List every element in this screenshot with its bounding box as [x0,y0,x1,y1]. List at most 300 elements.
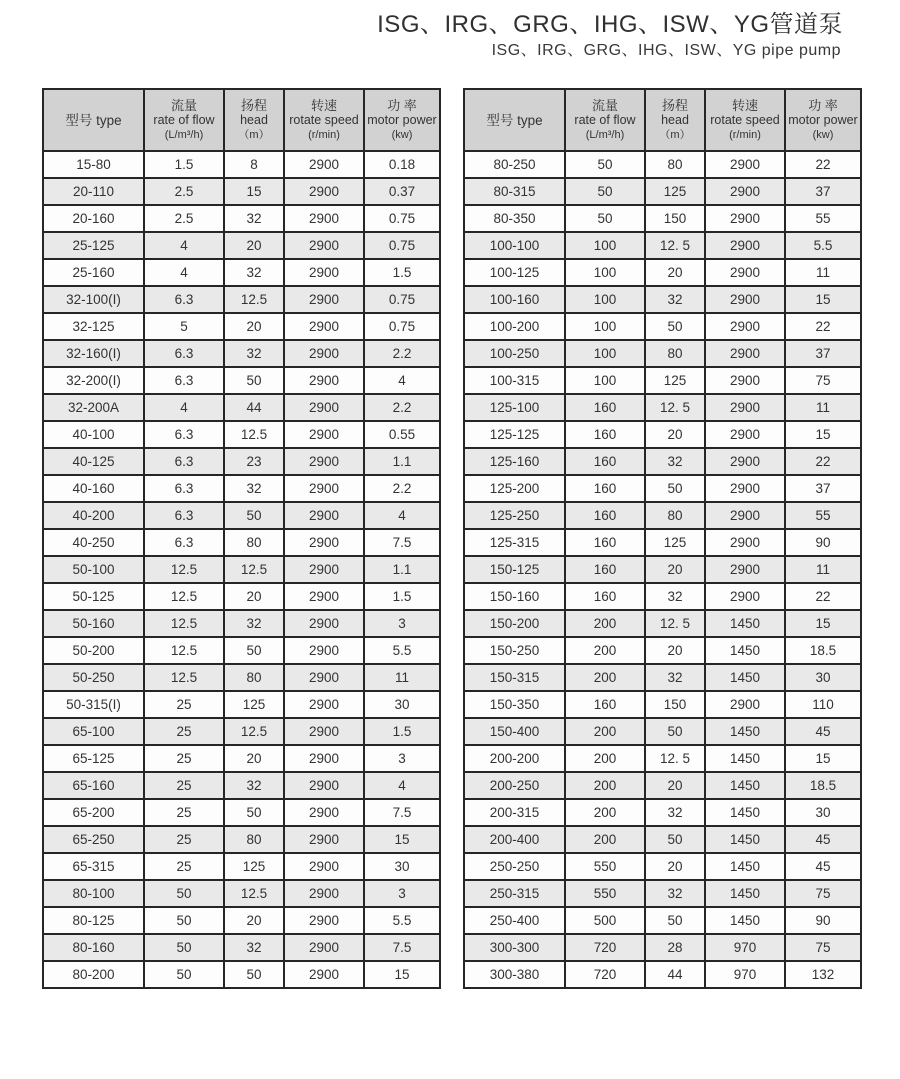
table-cell: 200 [565,664,645,691]
table-cell: 32-100(I) [43,286,144,313]
table-cell: 40-100 [43,421,144,448]
table-cell: 2900 [284,151,364,178]
table-cell: 0.75 [364,286,440,313]
table-cell: 1450 [705,637,785,664]
table-cell: 50-315(I) [43,691,144,718]
column-header-type: 型号 type [43,89,144,151]
table-cell: 2.2 [364,475,440,502]
table-cell: 3 [364,880,440,907]
table-cell: 2900 [284,853,364,880]
table-cell: 550 [565,880,645,907]
table-cell: 37 [785,340,861,367]
table-row [464,367,861,394]
table-cell: 250-315 [464,880,565,907]
table-cell: 7.5 [364,934,440,961]
table-cell: 15-80 [43,151,144,178]
table-cell: 150-250 [464,637,565,664]
table-cell: 50 [645,313,705,340]
table-cell: 44 [224,394,284,421]
table-row [43,907,440,934]
table-cell: 6.3 [144,421,224,448]
table-row [43,178,440,205]
table-cell: 200 [565,772,645,799]
table-cell: 80 [224,529,284,556]
table-cell: 2900 [705,475,785,502]
table-cell: 125-200 [464,475,565,502]
column-header-flow: 流量 rate of flow (L/m³/h) [565,89,645,151]
table-cell: 50 [144,934,224,961]
table-cell: 2900 [284,745,364,772]
table-row [464,340,861,367]
table-cell: 2900 [284,313,364,340]
table-cell: 18.5 [785,772,861,799]
column-header-power: 功 率 motor power (kw) [364,89,440,151]
table-cell: 2900 [705,421,785,448]
table-cell: 1450 [705,610,785,637]
table-cell: 2900 [284,718,364,745]
table-cell: 100-315 [464,367,565,394]
table-row [43,529,440,556]
table-cell: 20 [645,259,705,286]
table-cell: 2900 [705,394,785,421]
table-cell: 150-160 [464,583,565,610]
table-row [43,205,440,232]
table-row [464,610,861,637]
table-cell: 50 [645,907,705,934]
table-cell: 15 [785,421,861,448]
table-cell: 5 [144,313,224,340]
table-cell: 50 [144,880,224,907]
table-cell: 2900 [284,772,364,799]
table-cell: 32 [645,664,705,691]
table-cell: 2.5 [144,205,224,232]
table-cell: 50 [645,826,705,853]
table-cell: 150 [645,691,705,718]
table-row [43,232,440,259]
table-cell: 65-160 [43,772,144,799]
table-cell: 100 [565,313,645,340]
table-cell: 80-160 [43,934,144,961]
table-cell: 12. 5 [645,745,705,772]
table-cell: 100 [565,286,645,313]
table-cell: 32 [224,934,284,961]
table-cell: 100-100 [464,232,565,259]
table-cell: 200 [565,799,645,826]
table-cell: 44 [645,961,705,988]
table-cell: 2900 [705,502,785,529]
table-cell: 75 [785,367,861,394]
table-row [43,961,440,988]
table-cell: 80-100 [43,880,144,907]
table-cell: 80 [645,151,705,178]
table-cell: 2900 [705,583,785,610]
table-cell: 32 [224,205,284,232]
table-cell: 2900 [705,205,785,232]
table-cell: 2900 [284,907,364,934]
table-cell: 2.2 [364,340,440,367]
table-cell: 125 [645,529,705,556]
table-cell: 125-160 [464,448,565,475]
table-row [464,205,861,232]
table-cell: 1450 [705,772,785,799]
table-cell: 5.5 [364,637,440,664]
table-cell: 40-250 [43,529,144,556]
table-row [43,826,440,853]
table-cell: 18.5 [785,637,861,664]
table-row [43,475,440,502]
table-cell: 125-100 [464,394,565,421]
table-cell: 65-250 [43,826,144,853]
table-row [464,232,861,259]
column-header-speed: 转速 rotate speed (r/min) [284,89,364,151]
table-cell: 90 [785,529,861,556]
table-cell: 2900 [284,826,364,853]
table-cell: 100-250 [464,340,565,367]
table-cell: 65-100 [43,718,144,745]
table-cell: 2900 [284,934,364,961]
table-cell: 25 [144,745,224,772]
table-cell: 2900 [705,556,785,583]
table-cell: 28 [645,934,705,961]
table-cell: 125-125 [464,421,565,448]
table-cell: 25 [144,799,224,826]
tables-container [42,88,900,989]
table-cell: 80 [224,826,284,853]
table-cell: 25-125 [43,232,144,259]
table-row [464,907,861,934]
table-cell: 32-200A [43,394,144,421]
table-cell: 2900 [284,367,364,394]
table-cell: 0.75 [364,205,440,232]
table-cell: 4 [364,367,440,394]
table-cell: 100 [565,232,645,259]
table-row [43,934,440,961]
table-cell: 20 [645,421,705,448]
table-cell: 50 [645,475,705,502]
table-row [43,556,440,583]
table-cell: 100 [565,367,645,394]
table-row [464,772,861,799]
table-cell: 200-200 [464,745,565,772]
table-cell: 0.55 [364,421,440,448]
table-row [464,502,861,529]
table-body-left [43,151,440,988]
table-cell: 1450 [705,664,785,691]
table-cell: 150-400 [464,718,565,745]
table-cell: 6.3 [144,286,224,313]
table-cell: 50 [645,718,705,745]
table-cell: 80-200 [43,961,144,988]
table-cell: 100-125 [464,259,565,286]
table-cell: 300-380 [464,961,565,988]
table-cell: 25 [144,718,224,745]
table-cell: 250-400 [464,907,565,934]
table-cell: 12.5 [224,718,284,745]
table-cell: 150-125 [464,556,565,583]
table-cell: 80 [645,502,705,529]
table-cell: 12. 5 [645,394,705,421]
table-cell: 11 [785,556,861,583]
table-row [464,799,861,826]
table-cell: 3 [364,745,440,772]
table-row [43,610,440,637]
table-cell: 50 [224,799,284,826]
table-cell: 30 [785,664,861,691]
table-cell: 50 [565,178,645,205]
table-cell: 15 [364,826,440,853]
table-cell: 2900 [284,637,364,664]
table-cell: 2900 [705,367,785,394]
table-cell: 32 [645,799,705,826]
table-row [43,799,440,826]
table-row [43,718,440,745]
table-cell: 25 [144,772,224,799]
table-cell: 720 [565,934,645,961]
table-cell: 32 [224,259,284,286]
table-cell: 2900 [705,259,785,286]
table-body-right [464,151,861,988]
table-cell: 1450 [705,880,785,907]
table-cell: 22 [785,448,861,475]
table-cell: 20 [645,556,705,583]
table-cell: 1450 [705,745,785,772]
table-cell: 125-250 [464,502,565,529]
table-row [43,394,440,421]
table-cell: 150-350 [464,691,565,718]
table-cell: 50 [144,907,224,934]
page-subtitle: ISG、IRG、GRG、IHG、ISW、YG pipe pump [491,42,841,59]
table-cell: 160 [565,421,645,448]
table-cell: 200 [565,637,645,664]
table-cell: 0.75 [364,232,440,259]
table-cell: 100 [565,340,645,367]
table-cell: 32-160(I) [43,340,144,367]
column-header-head: 扬程 head （m） [645,89,705,151]
table-cell: 15 [785,286,861,313]
table-cell: 25 [144,691,224,718]
table-cell: 1450 [705,799,785,826]
table-cell: 32 [224,475,284,502]
table-cell: 1.5 [364,718,440,745]
table-cell: 50-125 [43,583,144,610]
table-cell: 6.3 [144,367,224,394]
table-row [43,745,440,772]
pump-spec-table-left [42,88,441,989]
table-cell: 6.3 [144,529,224,556]
table-cell: 25 [144,853,224,880]
table-cell: 40-160 [43,475,144,502]
table-cell: 2900 [705,286,785,313]
table-row [43,448,440,475]
table-cell: 12.5 [224,286,284,313]
table-cell: 20 [645,853,705,880]
table-cell: 80-350 [464,205,565,232]
table-cell: 2900 [284,394,364,421]
table-cell: 200 [565,826,645,853]
table-cell: 4 [144,259,224,286]
table-cell: 1450 [705,718,785,745]
table-cell: 160 [565,583,645,610]
table-cell: 12.5 [144,610,224,637]
table-row [464,178,861,205]
table-cell: 550 [565,853,645,880]
table-cell: 50 [224,502,284,529]
table-row [43,853,440,880]
table-cell: 12.5 [144,637,224,664]
table-cell: 250-250 [464,853,565,880]
table-cell: 200-315 [464,799,565,826]
table-cell: 160 [565,475,645,502]
table-cell: 2900 [284,259,364,286]
table-cell: 2900 [284,448,364,475]
table-cell: 25 [144,826,224,853]
table-cell: 200 [565,610,645,637]
table-cell: 20-110 [43,178,144,205]
table-cell: 20 [224,583,284,610]
table-cell: 2900 [284,529,364,556]
table-cell: 45 [785,826,861,853]
table-row [43,880,440,907]
table-row [464,556,861,583]
table-row [43,286,440,313]
table-cell: 15 [785,610,861,637]
table-cell: 55 [785,502,861,529]
table-cell: 32 [224,610,284,637]
table-cell: 2900 [284,421,364,448]
table-cell: 2900 [705,529,785,556]
title-block [0,0,900,62]
table-cell: 40-200 [43,502,144,529]
table-cell: 15 [785,745,861,772]
table-cell: 1450 [705,853,785,880]
table-cell: 2900 [284,610,364,637]
table-cell: 160 [565,448,645,475]
table-row [464,745,861,772]
table-row [464,664,861,691]
table-cell: 1.5 [144,151,224,178]
table-cell: 80-315 [464,178,565,205]
table-cell: 11 [785,259,861,286]
table-cell: 110 [785,691,861,718]
table-cell: 75 [785,934,861,961]
table-cell: 2.2 [364,394,440,421]
table-cell: 30 [364,691,440,718]
table-cell: 5.5 [785,232,861,259]
table-row [43,664,440,691]
column-header-speed: 转速 rotate speed (r/min) [705,89,785,151]
table-cell: 50 [224,637,284,664]
table-cell: 160 [565,556,645,583]
table-row [464,853,861,880]
table-row [43,772,440,799]
table-cell: 2900 [284,502,364,529]
table-cell: 32 [645,583,705,610]
table-cell: 160 [565,691,645,718]
table-cell: 4 [364,502,440,529]
table-cell: 150-200 [464,610,565,637]
table-cell: 23 [224,448,284,475]
table-cell: 45 [785,718,861,745]
table-row [43,259,440,286]
table-cell: 32-200(I) [43,367,144,394]
table-cell: 100-200 [464,313,565,340]
table-row [464,691,861,718]
table-cell: 6.3 [144,448,224,475]
table-cell: 90 [785,907,861,934]
table-cell: 32 [645,880,705,907]
table-cell: 7.5 [364,799,440,826]
table-cell: 1450 [705,826,785,853]
table-cell: 720 [565,961,645,988]
table-cell: 55 [785,205,861,232]
table-cell: 2900 [284,880,364,907]
table-cell: 2900 [284,583,364,610]
table-cell: 15 [364,961,440,988]
table-cell: 20 [645,637,705,664]
table-cell: 200 [565,718,645,745]
column-header-head: 扬程 head （m） [224,89,284,151]
table-row [43,313,440,340]
table-cell: 2900 [705,178,785,205]
table-cell: 12.5 [144,664,224,691]
table-cell: 970 [705,961,785,988]
table-cell: 2900 [284,556,364,583]
table-cell: 160 [565,394,645,421]
table-cell: 50-200 [43,637,144,664]
table-cell: 12. 5 [645,610,705,637]
table-cell: 32 [645,448,705,475]
table-cell: 100-160 [464,286,565,313]
table-cell: 125 [224,691,284,718]
table-row [43,637,440,664]
table-cell: 50 [144,961,224,988]
pump-spec-table-right [463,88,862,989]
table-row [464,313,861,340]
table-cell: 200 [565,745,645,772]
table-cell: 12.5 [224,556,284,583]
table-cell: 2900 [284,178,364,205]
table-cell: 30 [364,853,440,880]
table-cell: 12. 5 [645,232,705,259]
table-cell: 500 [565,907,645,934]
table-cell: 150 [645,205,705,232]
table-cell: 2900 [284,664,364,691]
table-cell: 32 [645,286,705,313]
table-cell: 32 [224,340,284,367]
table-row [464,826,861,853]
table-row [43,151,440,178]
table-cell: 4 [364,772,440,799]
table-cell: 75 [785,880,861,907]
table-cell: 125-315 [464,529,565,556]
table-cell: 2900 [284,232,364,259]
table-header-row [43,89,440,151]
table-cell: 20 [224,313,284,340]
table-cell: 4 [144,394,224,421]
table-row [464,718,861,745]
table-cell: 65-315 [43,853,144,880]
table-cell: 7.5 [364,529,440,556]
table-cell: 50-160 [43,610,144,637]
table-cell: 2900 [705,313,785,340]
table-cell: 300-300 [464,934,565,961]
table-cell: 6.3 [144,502,224,529]
table-cell: 20 [224,232,284,259]
table-cell: 1.5 [364,583,440,610]
table-row [464,583,861,610]
column-header-type: 型号 type [464,89,565,151]
table-cell: 125 [645,367,705,394]
